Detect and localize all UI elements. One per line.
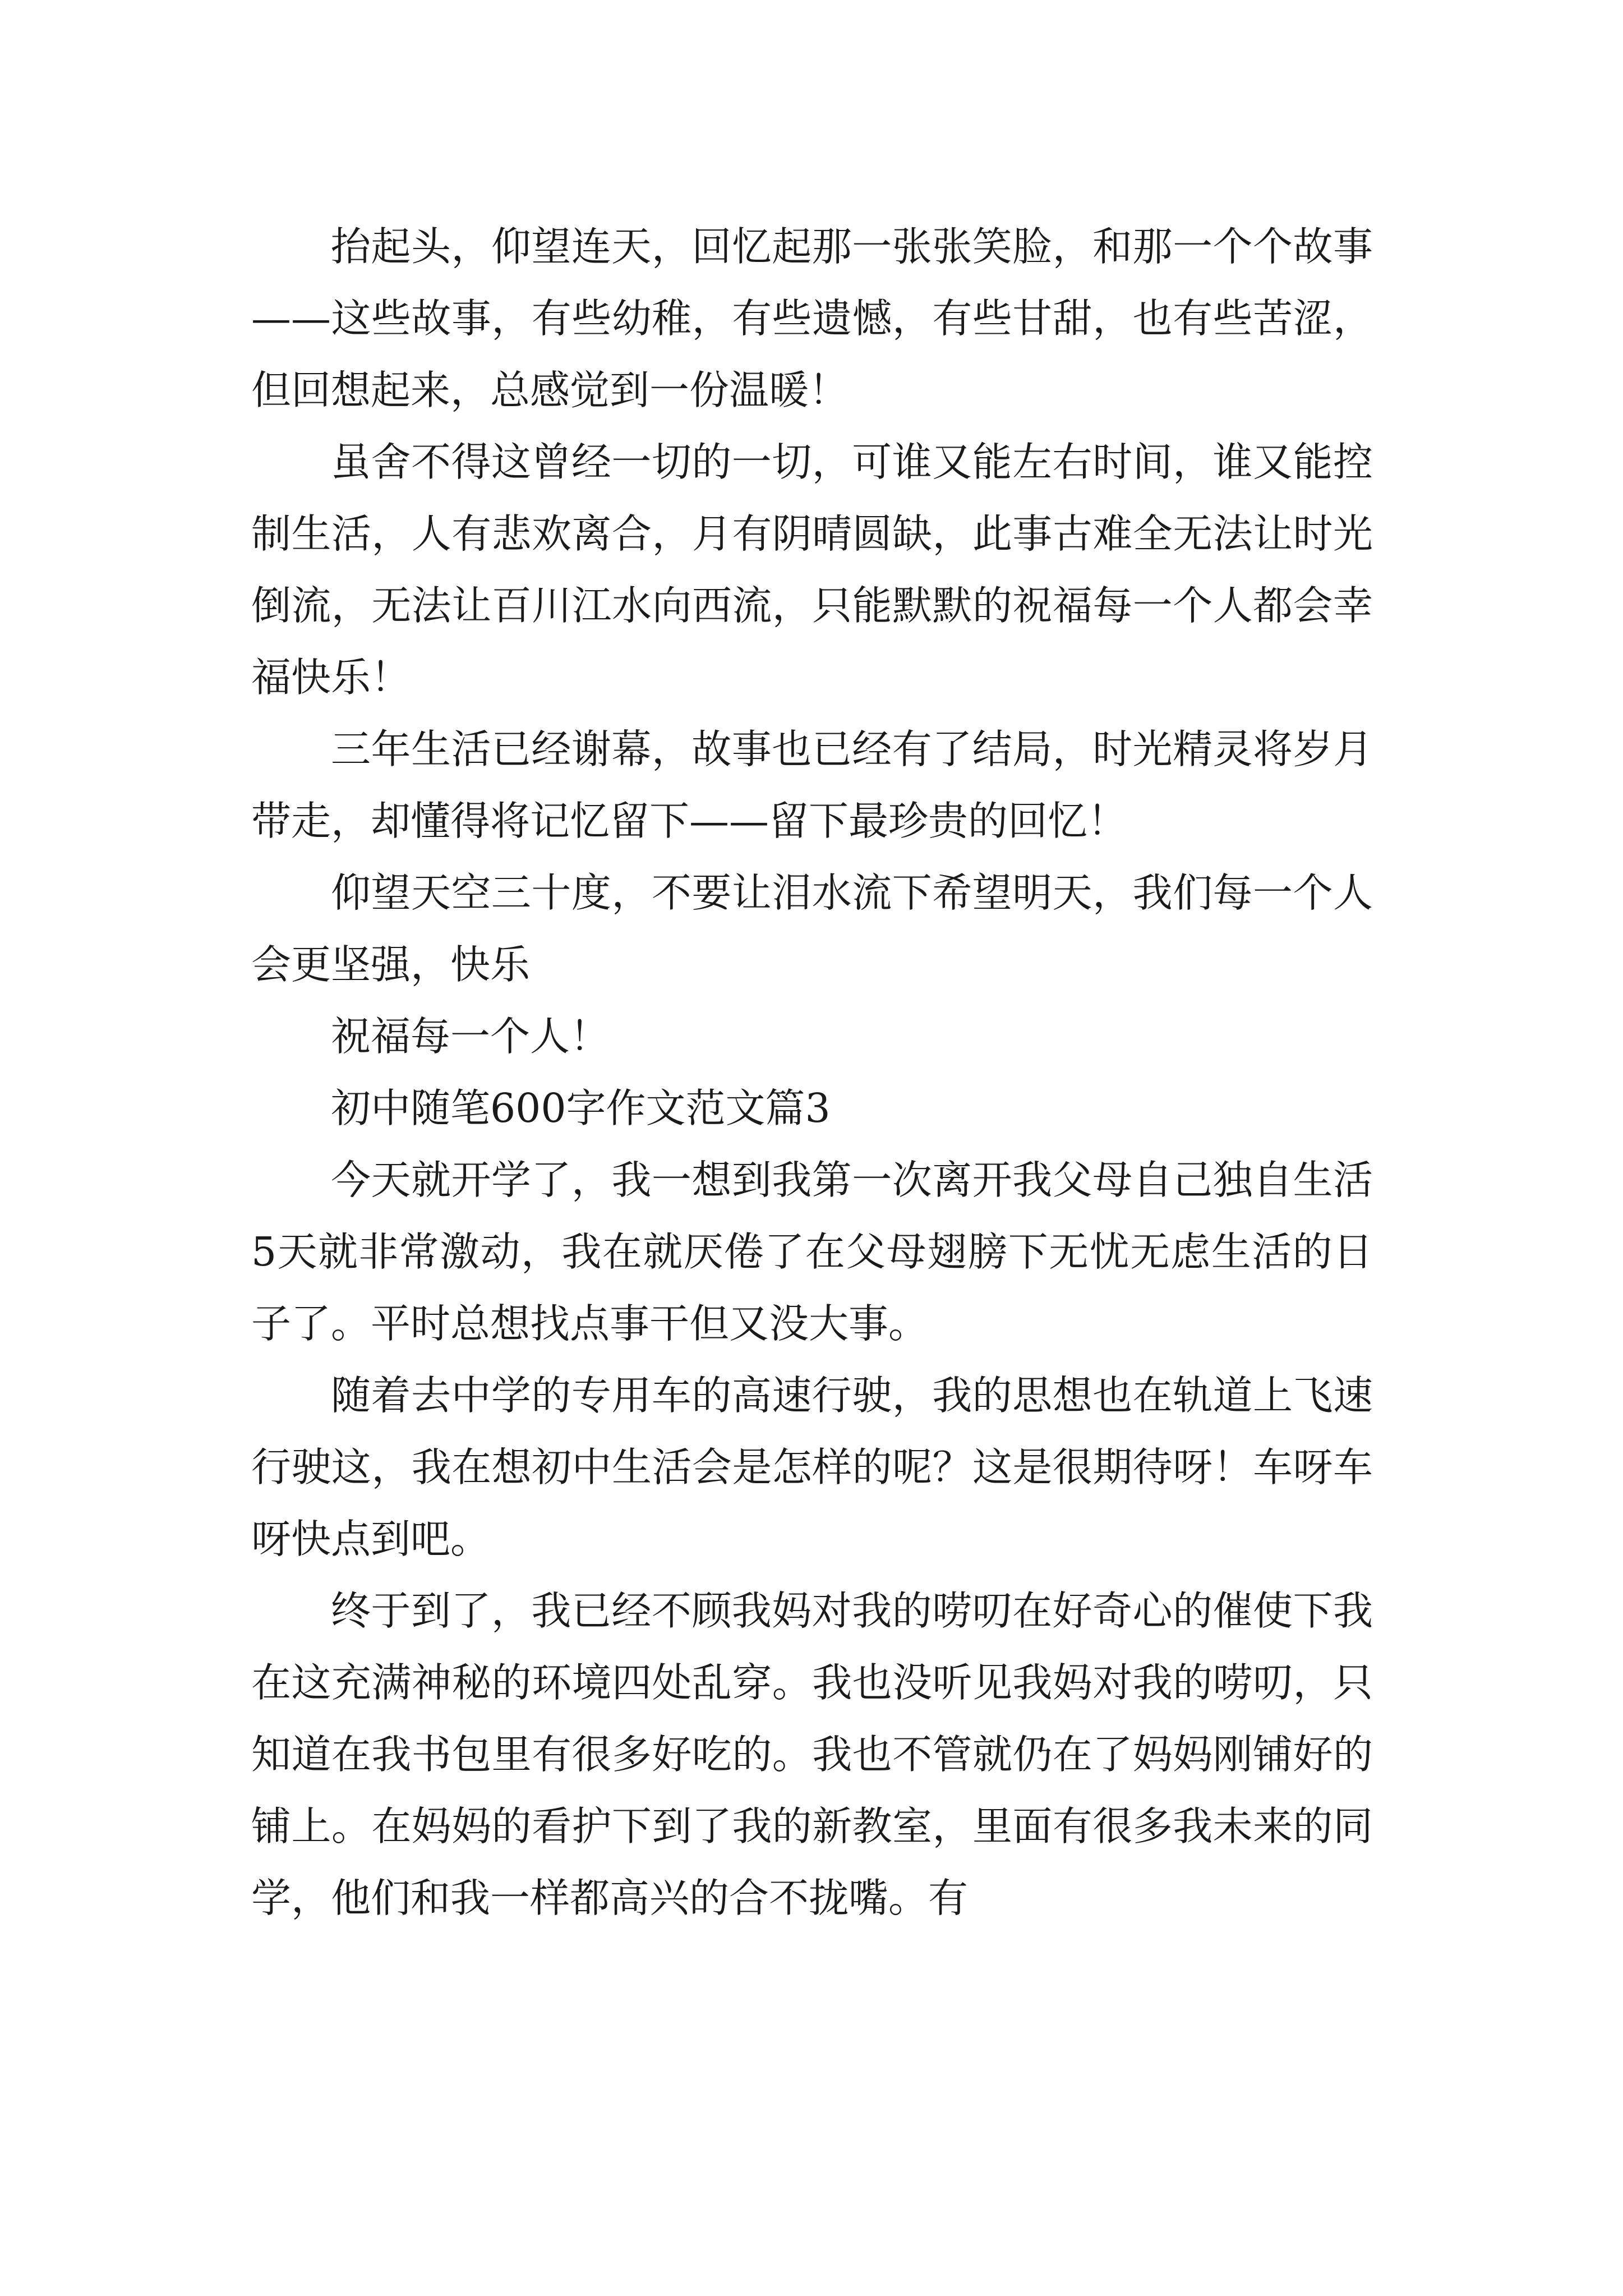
paragraph-4: 仰望天空三十度，不要让泪水流下希望明天，我们每一个人会更坚强，快乐 — [251, 869, 1373, 988]
section-heading: 初中随笔600字作文范文篇3 — [331, 1085, 831, 1131]
paragraph-6: 今天就开学了，我一想到我第一次离开我父母自己独自生活5天就非常激动，我在就厌倦了在父母翅膀下无忧无虑生活的日子了。平时总想找点事干但又没大事。 — [251, 1157, 1373, 1347]
paragraph-7: 随着去中学的专用车的高速行驶，我的思想也在轨道上飞速行驶这，我在想初中生活会是怎样的呢？这是很期待呀！车呀车呀快点到吧。 — [251, 1372, 1373, 1562]
paragraph-8: 终于到了，我已经不顾我妈对我的唠叨在好奇心的催使下我在这充满神秘的环境四处乱穿。我也没听见我妈对我的唠叨，只知道在我书包里有很多好吃的。我也不管就仍在了妈妈刚铺好的铺上。在妈妈的看护下到了我的新教室，里面有很多我未来的同学，他们和我一样都高兴的合不拢嘴。有 — [251, 1588, 1373, 1921]
paragraph-2: 虽舍不得这曾经一切的一切，可谁又能左右时间，谁又能控制生活，人有悲欢离合，月有阴晴圆缺，此事古难全无法让时光倒流，无法让百川江水向西流，只能默默的祝福每一个人都会幸福快乐！ — [251, 439, 1373, 701]
paragraph-1: 抬起头，仰望连天，回忆起那一张张笑脸，和那一个个故事——这些故事，有些幼稚，有些遗憾，有些甘甜，也有些苦涩，但回想起来，总感觉到一份温暖！ — [251, 223, 1373, 413]
paragraph-3: 三年生活已经谢幕，故事也已经有了结局，时光精灵将岁月带走，却懂得将记忆留下——留下最珍贵的回忆！ — [251, 726, 1373, 844]
paragraph-5: 祝福每一个人！ — [331, 1013, 610, 1060]
document-body — [251, 211, 1373, 1934]
